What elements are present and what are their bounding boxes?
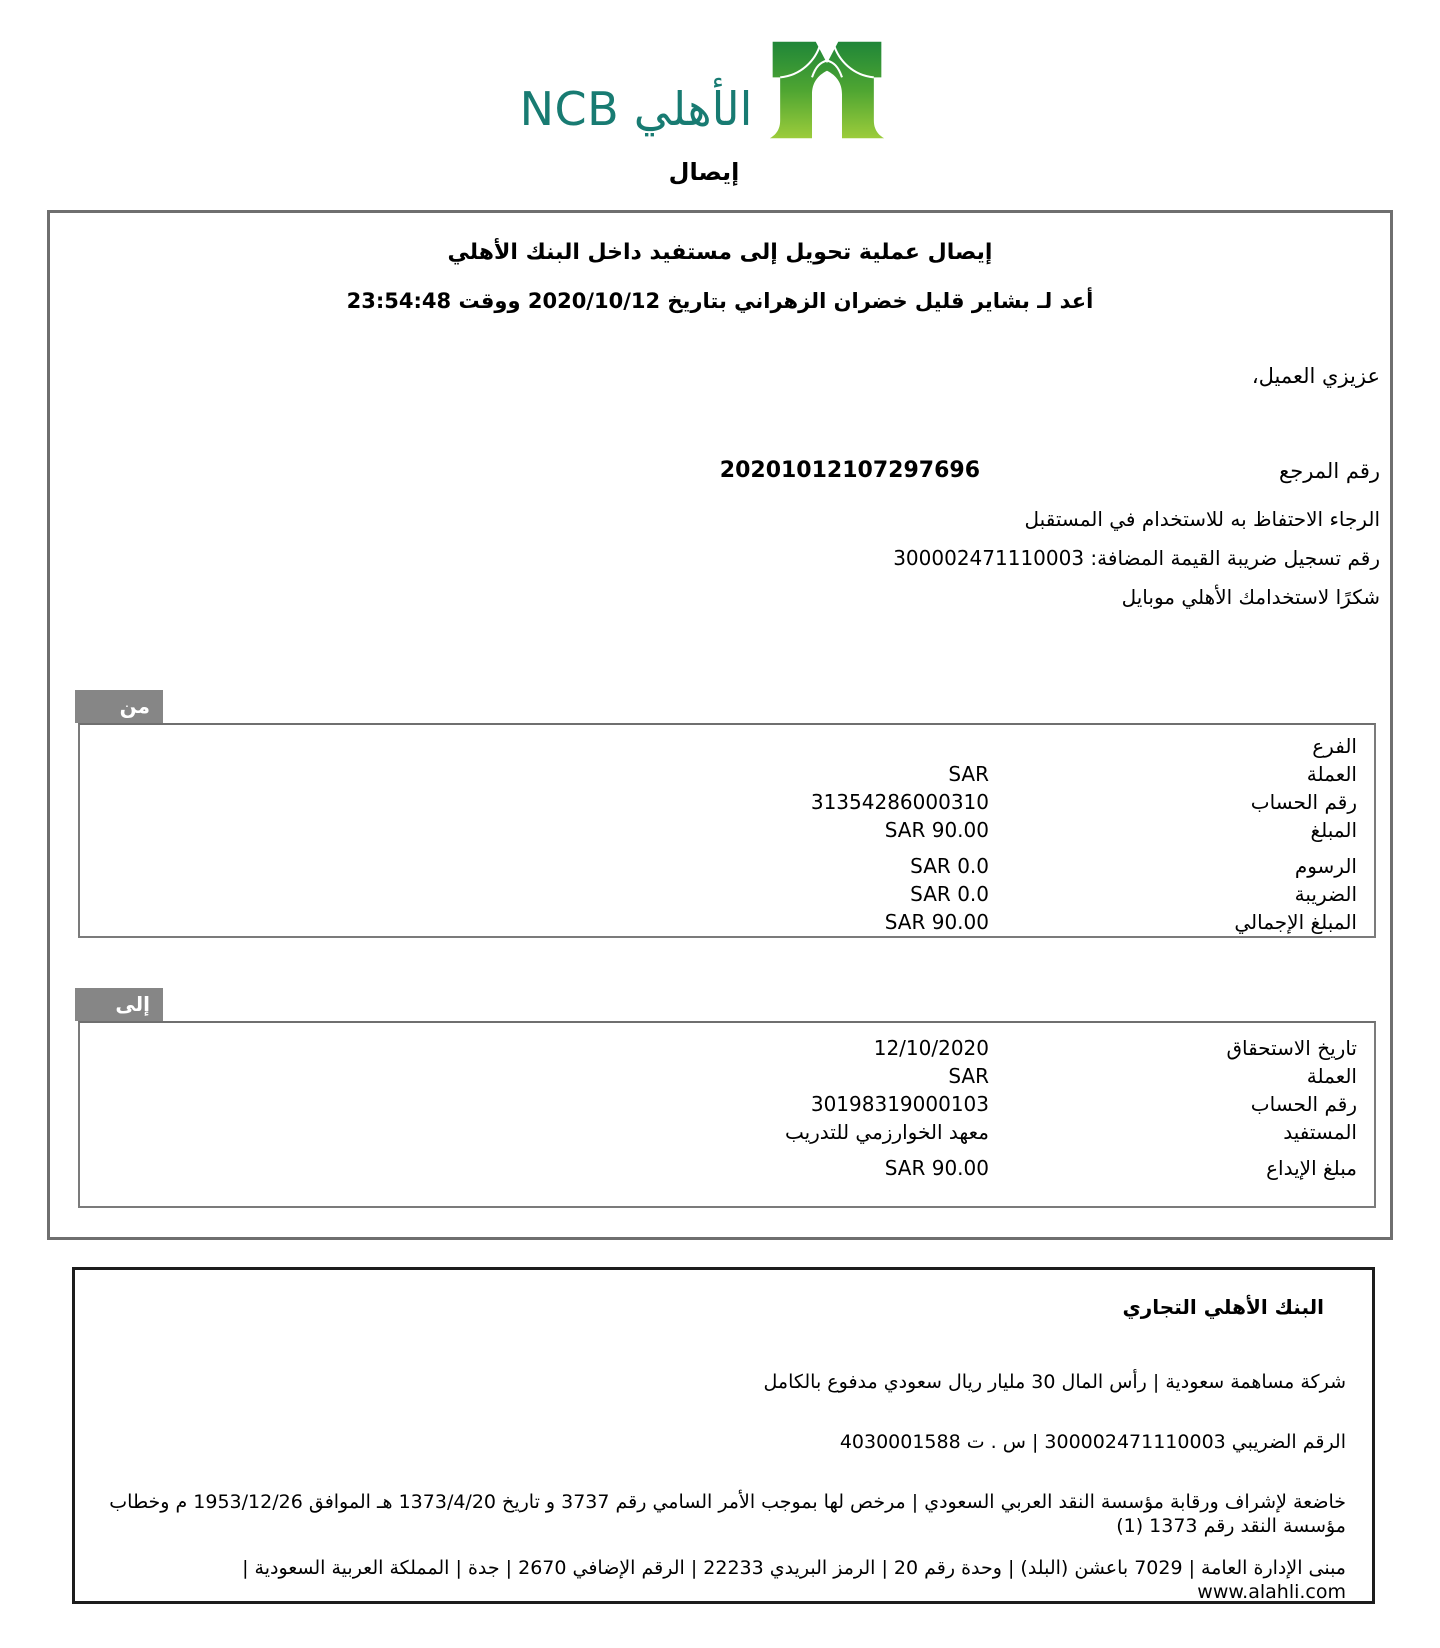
field-label: رقم الحساب <box>1250 1092 1357 1116</box>
receipt-label: إيصال <box>668 158 740 186</box>
field-label: الرسوم <box>1294 854 1357 878</box>
field-row-tax <box>80 880 1374 908</box>
vat-registration-line: رقم تسجيل ضريبة القيمة المضافة: 300002471110003 <box>893 546 1380 570</box>
ncb-logo <box>520 38 889 140</box>
reference-number-label: رقم المرجع <box>1279 459 1380 483</box>
bank-footer-box <box>72 1267 1375 1604</box>
receipt-title: إيصال عملية تحويل إلى مستفيد داخل البنك الأهلي <box>447 240 993 265</box>
field-label: المبلغ الإجمالي <box>1234 910 1357 934</box>
field-value: 90.00 SAR <box>884 818 989 842</box>
field-label: رقم الحساب <box>1250 790 1357 814</box>
field-value: 31354286000310 <box>810 790 989 814</box>
field-value: 30198319000103 <box>810 1092 989 1116</box>
field-label: مبلغ الإيداع <box>1266 1156 1357 1180</box>
ncb-logo-wordmark: الأهلي NCB <box>519 82 753 136</box>
field-value: 90.00 SAR <box>884 1156 989 1180</box>
thanks-line: شكرًا لاستخدامك الأهلي موبايل <box>1121 585 1380 609</box>
field-value: 0.0 SAR <box>910 854 989 878</box>
row-group-gap <box>80 844 1374 852</box>
from-section-box <box>78 723 1376 938</box>
row-group-gap <box>80 1146 1374 1154</box>
field-label: الضريبة <box>1294 882 1357 906</box>
field-row-branch <box>80 732 1374 760</box>
field-row-beneficiary <box>80 1118 1374 1146</box>
from-section-tab: من <box>75 690 163 723</box>
field-label: المبلغ <box>1310 818 1357 842</box>
reference-number-value: 20201012107297696 <box>719 458 980 483</box>
field-row-total-amount <box>80 908 1374 936</box>
footer-address-line: مبنى الإدارة العامة | 7029 باعشن (البلد) | وحدة رقم 20 | الرمز البريدي 22233 | الرقم الإضافي 2670 | جدة | المملكة العربية السعودية | www.alahli.com <box>242 1557 1346 1603</box>
field-row-currency <box>80 1062 1374 1090</box>
field-value: SAR <box>948 1064 989 1088</box>
keep-note: الرجاء الاحتفاظ به للاستخدام في المستقبل <box>1024 507 1380 531</box>
field-row-due-date <box>80 1034 1374 1062</box>
field-value: 90.00 SAR <box>884 910 989 934</box>
reference-number-row <box>50 456 1390 486</box>
receipt-body-box <box>47 210 1393 1240</box>
field-value: 12/10/2020 <box>873 1036 989 1060</box>
bank-name: البنك الأهلي التجاري <box>1122 1295 1324 1319</box>
receipt-prepared-line: أعد لـ بشاير قليل خضران الزهراني بتاريخ 2020/10/12 ووقت 23:54:48 <box>346 289 1094 313</box>
header <box>0 0 1424 188</box>
field-value: SAR <box>948 762 989 786</box>
field-row-account-number <box>80 1090 1374 1118</box>
field-label: العملة <box>1306 1064 1357 1088</box>
field-row-account-number <box>80 788 1374 816</box>
footer-capital-line: شركة مساهمة سعودية | رأس المال 30 مليار ريال سعودي مدفوع بالكامل <box>763 1371 1346 1393</box>
field-value <box>80 732 989 760</box>
customer-greeting: عزيزي العميل، <box>1251 364 1380 388</box>
field-row-amount <box>80 816 1374 844</box>
field-label: العملة <box>1306 762 1357 786</box>
field-value: معهد الخوارزمي للتدريب <box>784 1120 989 1144</box>
field-row-currency <box>80 760 1374 788</box>
to-section-box <box>78 1021 1376 1208</box>
field-row-fees <box>80 852 1374 880</box>
field-label: تاريخ الاستحقاق <box>1226 1036 1357 1060</box>
to-section-tab: إلى <box>75 988 163 1021</box>
field-value: 0.0 SAR <box>910 882 989 906</box>
field-label: الفرع <box>1312 734 1357 758</box>
field-row-deposit-amount <box>80 1154 1374 1182</box>
field-label: المستفيد <box>1283 1120 1357 1144</box>
footer-license-line: خاضعة لإشراف ورقابة مؤسسة النقد العربي السعودي | مرخص لها بموجب الأمر السامي رقم 3737 و تاريخ 1373/4/20 هـ الموافق 1953/12/26 م وخطاب مؤسسة النقد رقم 1373 (1) <box>109 1491 1346 1537</box>
ncb-arch-icon <box>766 38 888 142</box>
footer-tax-number-line: الرقم الضريبي 300002471110003 | س . ت 4030001588 <box>839 1431 1346 1453</box>
